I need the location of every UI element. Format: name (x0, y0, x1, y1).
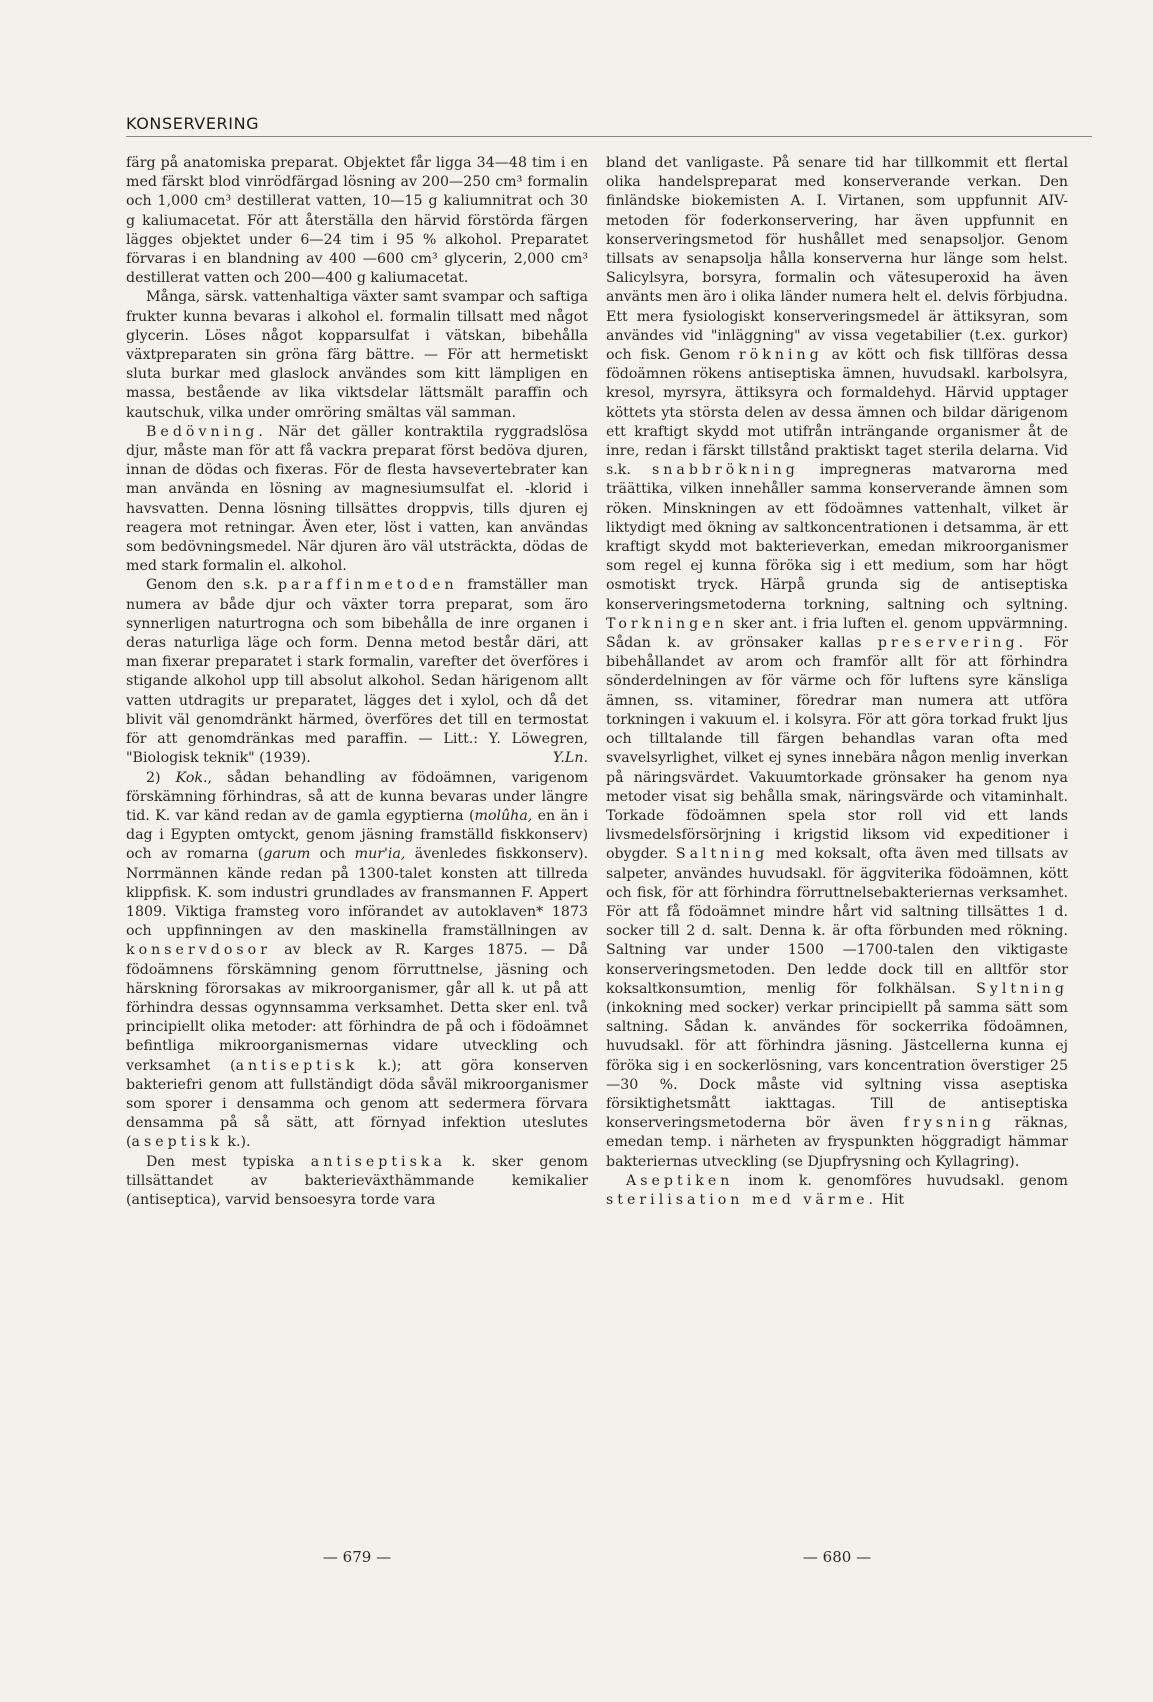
spaced-term: Bedövning. (146, 423, 267, 440)
paragraph (126, 769, 588, 1153)
paragraph-text: , sådan behandling av födoämnen, varigenom förskämning förhindras, så att de kunna bevaras under längre tid. K. var känd redan av de gamla egyptierna ( (126, 769, 588, 824)
italic-term: molûha, (474, 807, 533, 824)
paragraph-text: k. sker genom tillsättandet av bakterieväxthämmande kemikalier (antiseptica), varvid bensoesyra torde vara (126, 1153, 588, 1208)
spaced-term: sterilisation med värme. (606, 1191, 877, 1208)
paragraph-text: inom k. genomföres huvudsakl. genom (733, 1172, 1068, 1189)
paragraph (126, 154, 588, 288)
paragraph-text: Den mest typiska (146, 1153, 311, 1170)
paragraph-text: framställer man numera av både djur och växter torra preparat, som äro synnerligen naturtrogna och som bibehålla de inre organen i deras naturliga läge och form. Denna metod består däri, att man fixerar preparatet i stark formalin, varefter det överföres i stigande alkohol upp till absolut alkohol. Sedan härigenom allt vatten utdragits ur preparatet, lägges det i xylol, och då det blivit väl genomdränkt härmed, överföres det till en termostat för att genomdränkas med paraffin. — Litt.: Y. Löwegren, "Biologisk teknik" (1939). (126, 577, 588, 767)
paragraph-text: Hit (877, 1191, 905, 1208)
paragraph-text: en än i dag i Egypten omtyckt, genom jäsning framställd fiskkonserv) och av romarna ( (126, 807, 589, 863)
paragraph-text: Många, särsk. vattenhaltiga växter samt svampar och saftiga frukter kunna bevaras i alkohol el. formalin tillsatt med något glycerin. Löses något kopparsulfat i vätskan, bibehålla växtpreparaten sin gröna färg bättre. — För att hermetiskt sluta burkar med glaslock användes som kitt lämpligen en massa, bestående av lika viktsdelar lättsmält paraffin och kautschuk, vilka under omröring smältas väl samman. (126, 289, 588, 421)
spaced-term: rökning (738, 347, 823, 364)
paragraph-text: med koksalt, ofta även med tillsats av salpeter, användes huvudsakl. för äggviterika födoämnen, kött och fisk, för att förhindra förruttnelsebakteriernas verksamhet. För att få födoämnet mindre hårt vid saltning tillsättes 1 d. socker till 2 d. salt. Denna k. är ofta förbunden med rökning. Saltning var under 1500 —1700-talen den viktigaste konserveringsmetoden. Den ledde dock till en alltför stor koksaltkonsumtion, menlig för folkhälsan. (606, 846, 1068, 997)
spaced-term: konservdosor (126, 942, 271, 959)
paragraph-text: av bleck av R. Karges 1875. — Då födoämnens förskämning genom förruttnelse, jäsning och härskning förorsakas av mikroorganismer, går all k. ut på att förhindra dessas ogynnsamma verksamhet. Detta sker enl. två principiellt olika metoder: att förhindra de på och i födoämnet befintliga mikroorganismernas vidare utveckling och verksamhet ( (126, 942, 588, 1074)
spaced-term: Torkningen (606, 615, 728, 632)
paragraph-text: färg på anatomiska preparat. Objektet får ligga 34—48 tim i en med färskt blod vinrödfärgad lösning av 200—250 cm³ formalin och 1,000 cm³ destillerat vatten, 10—15 g kaliumnitrat och 30 g kaliumacetat. För att återställa den härvid förstörda färgen lägges objektet under 6—24 tim i 95 % alkohol. Preparatet förvaras i en blandning av 400 —600 cm³ glycerin, 2,000 cm³ destillerat vatten och 200—400 g kaliumacetat. (126, 155, 588, 287)
spaced-term: antiseptiska (310, 1153, 446, 1170)
header-title: KONSERVERING (126, 114, 260, 133)
spaced-term: Saltning (675, 846, 769, 863)
spaced-term: antiseptisk (235, 1057, 359, 1074)
paragraph (606, 154, 1068, 1172)
paragraph-text: av kött och fisk tillföras dessa födoämnen rökens antiseptiska ämnen, huvudsakl. karbolsyra, kresol, myrsyra, ättiksyra och formaldehyd. Härvid upptager köttets yta största delen av dessa ämnen och bildar därigenom ett kraftigt skydd mot utifrån inträngande organismer åt de inre, redan i färskt tillstånd praktiskt taget sterila delarna. Vid s.k. (606, 347, 1068, 479)
paragraph-text: k.); att göra konserven bakteriefri genom att fullständigt döda såväl mikroorganismer som sporer i densamma och genom att sedermera förvara densamma på så sätt, att förnyad infektion uteslutes ( (126, 1057, 588, 1151)
paragraph-text: och (310, 846, 355, 863)
paragraph-text: bland det vanligaste. På senare tid har tillkommit ett flertal olika handelspreparat med konserverande verkan. Den finländske biokemisten A. I. Virtanen, som uppfunnit AIV-metoden för foderkonservering, har även uppfunnit en konserveringsmetod för hushållet med senapsoljor. Genom tillsats av senapsolja hålla konserverna hur länge som helst. Salicylsyra, borsyra, formalin och vätesuperoxid ha även använts men äro i olika länder numera helt el. delvis förbjudna. Ett mera fysiologiskt konserveringsmedel är ättiksyran, som användes vid "inläggning" av vissa vegetabilier (t.ex. gurkor) och fisk. Genom (606, 155, 1068, 364)
spaced-term: frysning (903, 1115, 995, 1132)
page-number-right: — 680 — (802, 1548, 872, 1566)
spaced-term: Aseptiken (626, 1172, 734, 1189)
paragraph-text: k.). (222, 1134, 251, 1151)
entry-headword: Kok. (175, 769, 208, 786)
paragraph-text: För bibehållandet av arom och framför allt för att förhindra sönderdelningen av för värme och för luftens syre känsliga ämnen, ss. vitaminer, föredrar man numera att utföra torkningen i vakuum el. i kolsyra. För att göra torkad frukt ljus och tilltalande till färgen behandlas varan ofta med svavelsyrlighet, vilket ej synes innebära någon menlig inverkan på näringsvärdet. Vakuumtorkade grönsaker ha genom nya metoder visat sig behålla smak, näringsvärde och vitaminhalt. Torkade födoämnen spela stor roll vid ett lands livsmedelsförsörjning i krigstid liksom vid expeditioner i obygder. (606, 635, 1068, 863)
left-column (126, 154, 588, 1210)
paragraph (606, 1172, 1068, 1210)
spaced-term: snabbrökning (651, 462, 799, 479)
paragraph-text: När det gäller kontraktila ryggradslösa djur, måste man för att få vackra preparat först bedöva djuren, innan de dödas och fixeras. För de flesta havsevertebrater kan man använda en lösning av magnesiumsulfat el. -klorid i havsvatten. Denna lösning tillsättes droppvis, tills djuren ej reagera mot retningar. Även eter, löst i vatten, kan användas som bedövningsmedel. När djuren äro väl utsträckta, dödas de med stark formalin el. alkohol. (126, 423, 588, 575)
paragraph-text: Genom den s.k. (146, 577, 278, 594)
page-number-left: — 679 — (322, 1548, 392, 1566)
spaced-term: Syltning (976, 980, 1068, 997)
paragraph-text: (inkokning med socker) verkar principiellt på samma sätt som saltning. Sådan k. användes för sockerrika födoämnen, huvudsakl. för att förhindra jäsning. Jästcellerna kunna ej föröka sig i en sockerlösning, vars koncentration överstiger 25—30 %. Dock måste vid syltning vissa aseptiska försiktighetsmått iakttagas. Till de antiseptiska konserveringsmetoderna bör även (606, 999, 1068, 1132)
running-header (126, 114, 1092, 137)
paragraph (126, 576, 588, 768)
paragraph (126, 423, 588, 577)
paragraph-text: räknas, emedan temp. i närheten av fryspunkten höggradigt hämmar bakteriernas utveckling (se Djupfrysning och Kyllagring). (606, 1115, 1069, 1170)
spaced-term: aseptisk (131, 1134, 223, 1151)
italic-term: garum (263, 846, 311, 863)
paragraph-text: 2) (146, 769, 176, 786)
paragraph (126, 288, 588, 422)
spaced-term: preservering. (877, 635, 1028, 652)
paragraph-text: ävenledes fiskkonserv). Norrmännen kände redan på 1300-talet konsten att tillreda klippfisk. K. som industri grundlades av fransmannen F. Appert 1809. Viktiga framsteg voro införandet av autoklaven* 1873 och uppfinningen av den maskinella framställningen av (126, 846, 588, 940)
italic-term: mur'ia, (354, 846, 406, 863)
spaced-term: paraffinmetoden (277, 577, 458, 594)
right-column (606, 154, 1068, 1210)
paragraph (126, 1153, 588, 1211)
author-signature: Y.Ln. (552, 750, 588, 767)
paragraph-text: impregneras matvarorna med träättika, vilken innehåller samma konserverande ämnen som röken. Minskningen av ett födoämnes vattenhalt, vilket är liktydigt med ökning av saltkoncentrationen i detsamma, är ett kraftigt skydd mot bakterieverkan, emedan mikroorganismer som regel ej kunna föröka sig i ett medium, som har högt osmotiskt tryck. Härpå grunda sig de antiseptiska konserveringsmetoderna torkning, saltning och syltning. (606, 462, 1068, 613)
paragraph-text: sker ant. i fria luften el. genom uppvärmning. Sådan k. av grönsaker kallas (606, 615, 1068, 652)
